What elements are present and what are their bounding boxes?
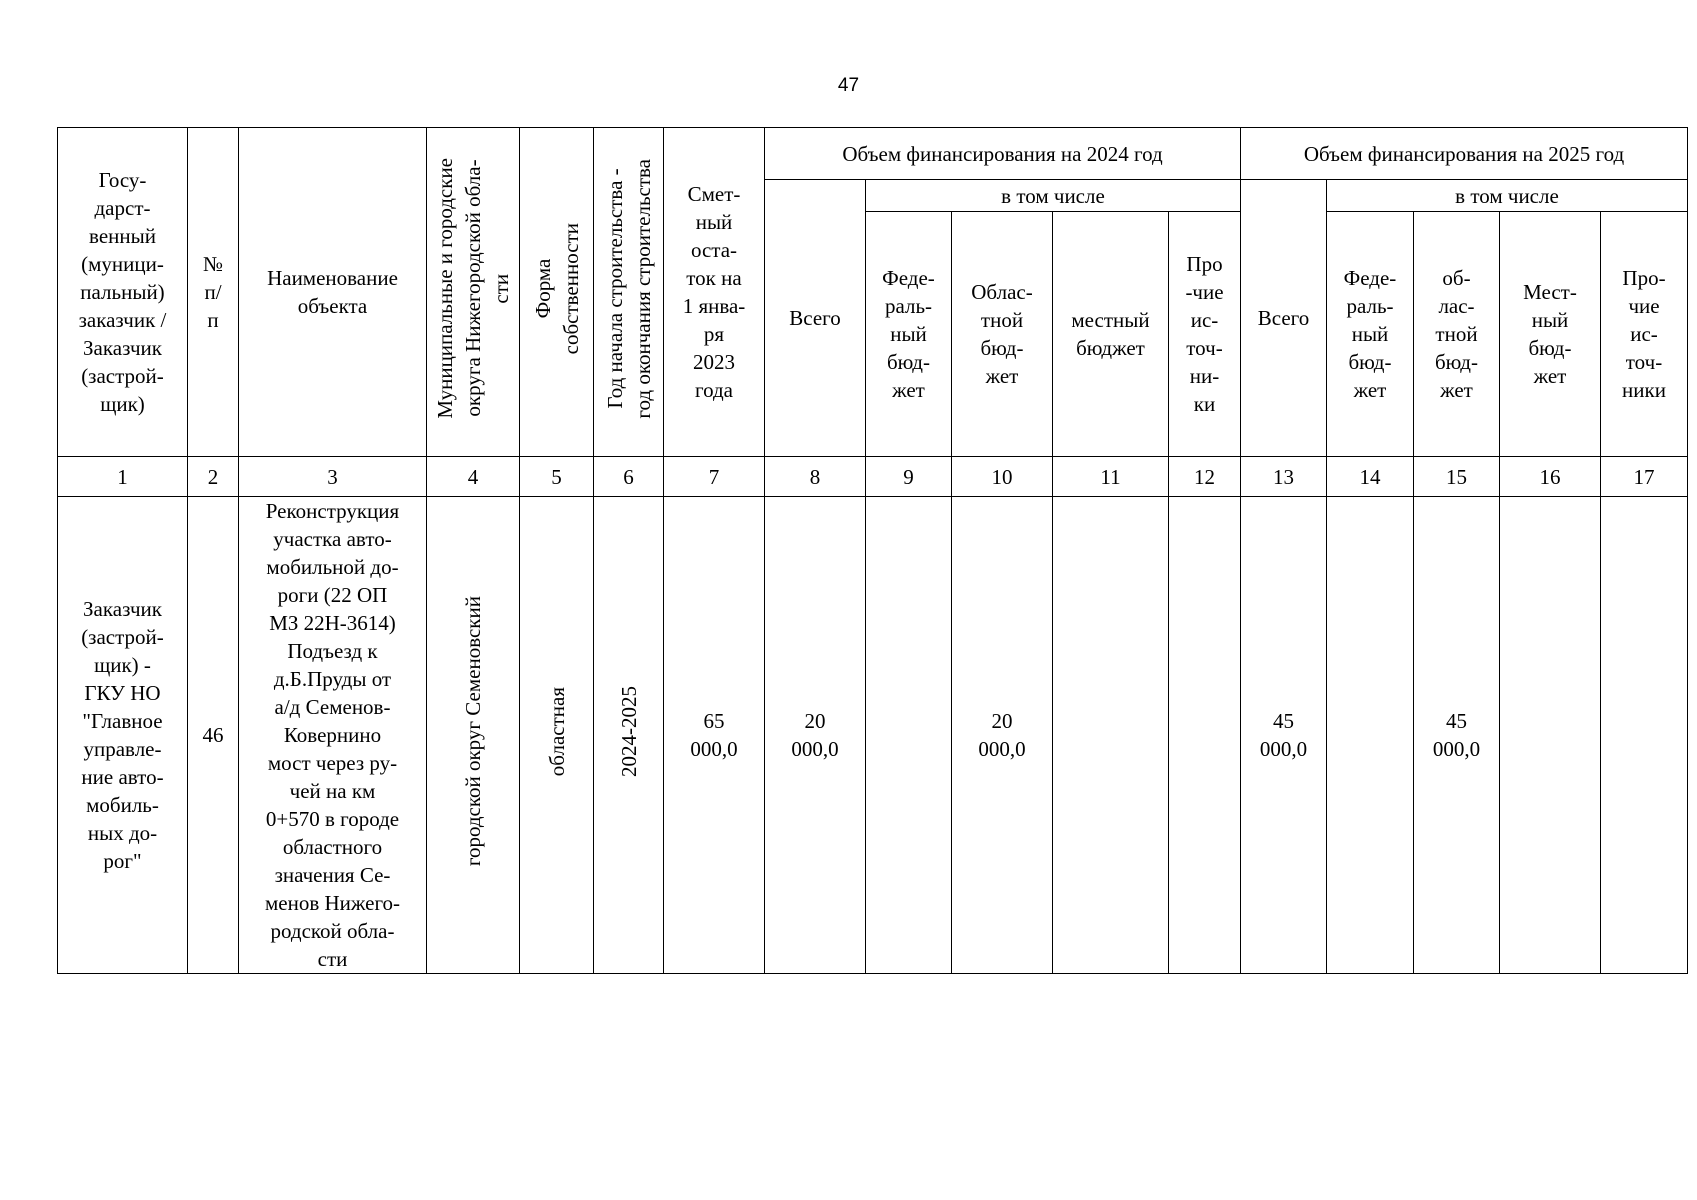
header-ownership-text: Форма собственности (530, 222, 583, 355)
row-years (594, 497, 664, 974)
column-number-row (58, 457, 1688, 497)
header-municipality-text: Муниципальные и городские округа Нижегородской обла- сти (433, 158, 513, 419)
header-federal-2024: Феде- раль- ный бюд- жет (866, 212, 952, 457)
header-total-2025: Всего (1241, 180, 1327, 457)
column-number: 6 (594, 457, 664, 497)
column-number: 7 (664, 457, 765, 497)
row-other-2025 (1601, 497, 1688, 974)
row-municipality-text: городской округ Семеновский (461, 596, 485, 867)
row-years-text: 2024-2025 (616, 686, 641, 777)
column-number: 11 (1053, 457, 1169, 497)
column-number: 1 (58, 457, 188, 497)
column-number: 5 (520, 457, 594, 497)
row-total-2024: 20 000,0 (765, 497, 866, 974)
header-local-2025: Мест- ный бюд- жет (1500, 212, 1601, 457)
column-number: 4 (427, 457, 520, 497)
row-regional-2025: 45 000,0 (1414, 497, 1500, 974)
header-funding-2025: Объем финансирования на 2025 год (1241, 128, 1688, 180)
header-federal-2025: Феде- раль- ный бюд- жет (1327, 212, 1414, 457)
column-number: 2 (188, 457, 239, 497)
column-number: 17 (1601, 457, 1688, 497)
row-customer: Заказчик (застрой- щик) - ГКУ НО "Главное управле- ние авто- мобиль- ных до- рог" (58, 497, 188, 974)
header-total-2024: Всего (765, 180, 866, 457)
header-customer: Госу- дарст- венный (муници- пальный) заказчик / Заказчик (застрой- щик) (58, 128, 188, 457)
header-regional-2025: об- лас- тной бюд- жет (1414, 212, 1500, 457)
header-other-2024: Про -чие ис- точ- ни- ки (1169, 212, 1241, 457)
header-ownership (520, 128, 594, 457)
column-number: 10 (952, 457, 1053, 497)
row-number: 46 (188, 497, 239, 974)
column-number: 3 (239, 457, 427, 497)
header-object-name: Наименование объекта (239, 128, 427, 457)
row-ownership (520, 497, 594, 974)
header-estimate: Смет- ный оста- ток на 1 янва- ря 2023 года (664, 128, 765, 457)
row-total-2025: 45 000,0 (1241, 497, 1327, 974)
row-object-name: Реконструкция участка авто- мобильной до- роги (22 ОП МЗ 22Н-3614) Подъезд к д.Б.Пруды от а/д Семенов- Ковернино мост через ру- чей на км 0+570 в городе областного значения Се- менов Нижего- родской обла- сти (239, 497, 427, 974)
header-number: № п/ п (188, 128, 239, 457)
row-local-2024 (1053, 497, 1169, 974)
header-other-2025: Про- чие ис- точ- ники (1601, 212, 1688, 457)
row-local-2025 (1500, 497, 1601, 974)
row-regional-2024: 20 000,0 (952, 497, 1053, 974)
row-estimate: 65 000,0 (664, 497, 765, 974)
header-regional-2024: Облас- тной бюд- жет (952, 212, 1053, 457)
header-years-text: Год начала строительства - год окончания строительства (602, 158, 655, 419)
header-local-2024: местный бюджет (1053, 212, 1169, 457)
header-including-2024: в том числе (866, 180, 1241, 212)
column-number: 14 (1327, 457, 1414, 497)
row-other-2024 (1169, 497, 1241, 974)
column-number: 16 (1500, 457, 1601, 497)
header-municipality (427, 128, 520, 457)
row-municipality (427, 497, 520, 974)
column-number: 12 (1169, 457, 1241, 497)
header-including-2025: в том числе (1327, 180, 1688, 212)
header-years (594, 128, 664, 457)
table-row (58, 497, 1688, 974)
page-number: 47 (837, 75, 860, 96)
column-number: 13 (1241, 457, 1327, 497)
row-federal-2024 (866, 497, 952, 974)
investment-table (57, 127, 1688, 974)
row-federal-2025 (1327, 497, 1414, 974)
column-number: 15 (1414, 457, 1500, 497)
header-funding-2024: Объем финансирования на 2024 год (765, 128, 1241, 180)
row-ownership-text: областная (544, 686, 569, 777)
column-number: 8 (765, 457, 866, 497)
column-number: 9 (866, 457, 952, 497)
